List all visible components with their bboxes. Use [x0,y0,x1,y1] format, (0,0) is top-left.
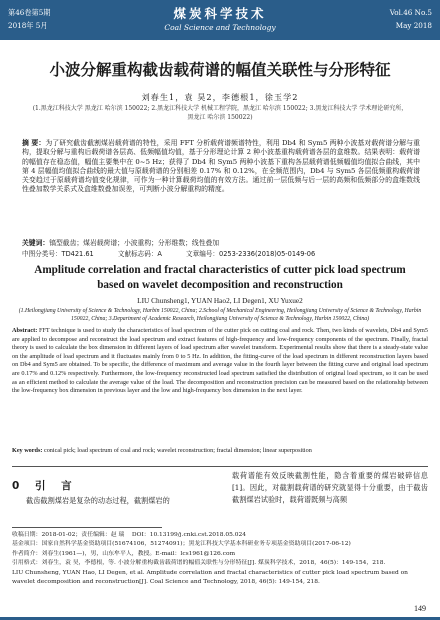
intro-paragraph-right: 载荷谱能有效反映截割性能，隐含着重要的煤岩破碎信息[1]。因此，对截割载荷谱的研究就显得十分重要，由于截齿截割煤岩试验时，载荷谱既频与高频 [232,471,428,504]
article-number: 文章编号：0253-2336(2018)05-0149-06 [186,250,316,258]
keywords-en [12,447,428,456]
footnote-citation-en: LIU Chunsheng, YUAN Hao, LI Degen, et al. Amplitude correlation and fractal characteristics of cutter pick load spectrum based on wavelet decomposition and reconstruction[J]. Coal Science and Technology, 2018, 46(5): 149-154, 218. [12,569,408,586]
journal-header-band [0,0,440,40]
abstract-cn [22,139,420,195]
footnotes [12,531,428,587]
footnote-fund: 基金项目：国家自然科学基金资助项目(51674106，51274091)；黑龙江科技大学基本科研业务专项基金资助项目(2017-06-12) [12,541,351,548]
clc-number: 中图分类号：TD421.61 [22,250,94,258]
paper-title-cn: 小波分解重构截齿载荷谱的幅值关联性与分形特征 [49,61,391,79]
footnote-divider [12,527,162,528]
section-number: 0 [12,480,26,492]
affiliations-en: (1.Heilongjiang University of Science & Technology, Harbin 150022, China; 2.School of Mechanical Engineering, Heilongjiang University of Science & Technology, Harbin 150022, China; 3.Department of Academic Research, Heilongjiang University of Science & Technology, Harbin 150022, China) [18,308,422,322]
journal-name-en: Coal Science and Technology [164,23,276,32]
footnote-doi: DOI：10.13199/j.cnki.cst.2018.05.024 [131,532,246,538]
intro-paragraph-left: 截齿截割煤岩是复杂的动态过程，截割煤岩的 [26,496,170,505]
footnote-citation-cn: 引用格式：刘春生，袁 昊，李德根，等. 小波分解重构截齿载荷谱的幅值关联性与分形特征[J]. 煤炭科学技术，2018，46(5)：149-154，218. [12,560,386,567]
abstract-cn-text: 为了研究截齿截割煤岩载荷谱的特性，采用 FFT 分析载荷谱频谱特性，利用 Db4 和 Sym5 两种小波基对载荷谱分解与重构，提取分解与重构后载荷谱各层高、低频幅值均值，基于分形理论计算 2 种小波基重构载荷谱各层的盒维数。结果表明：载荷谱的幅值存在稳态值，幅值主要集中在 0~5 Hz；获得了 Db4 和 Sym5 两种小波基下重构各层载荷谱低频幅值均值拟合曲线，其中第 4 层幅值均值拟合曲线的最大值与原载荷谱的分别相差 0.17% 和 0.12%，在全频范围内，Db4 与 Sym5 各层低频重构载荷谱关变趋过于原载荷谱均值变化规律，可作为一种计算载荷均值的有效方法。通过前一层低频与后一层的高频和低频部分的盒维数线性叠加数学关系式及盒维数叠加误差，可判断小波分解重构的精度。 [22,139,420,194]
abstract-en-label: Abstract: [12,327,38,334]
journal-name-cn: 煤炭科学技术 [173,6,267,21]
issue-volume-en: Vol.46 No.5 [389,8,432,17]
page-number: 149 [414,604,426,613]
journal-name [0,4,440,32]
section-heading-intro [12,478,78,493]
issue-volume: 第46卷第5期 [8,8,51,17]
classification-row [22,250,420,259]
keywords-en-text: conical pick; load spectrum of coal and rock; wavelet reconstruction; fractal dimension; linear superposition [43,447,312,454]
keywords-cn-text: 镐型截齿；煤岩载荷谱；小波重构；分形维数；线性叠加 [49,239,220,247]
journal-issue-info-en [390,6,432,32]
keywords-en-label: Key words: [12,447,43,454]
abstract-divider [12,466,428,467]
abstract-en-text: FFT technique is used to study the characteristics of load spectrum of the cutter pick on cutting coal and rock. Then, two kinds of wavelets, Db4 and Sym5 are applied to decompose and reconstruct the load spectrum and extract features of high-frequency and low-frequency components of the spectrum. Finally, fractal theory is used to calculate the box dimension in different layers of load spectrum after wavelet transform. Experimental results show that there is a steady-state value on the amplitude of load spectrum and it fluctuates mainly from 0 to 5 Hz. In addition, the fitting-curve of the load spectrum in different reconstruction layers based on Db4 and Sym5 are obtained. To be specific, the difference of maximum and average value in the fourth layer between the fitting curve and original load spectrum are 0.17% and 0.12% respectively. Furthermore, the low-frequency reconstructed load spectrum satisfied the distribution of original load spectrum, so it can be used as an efficient method to calculate the average value of the load. The decomposition and reconstruction precision can be measured based on the relationship between the low-frequency box dimension in previous layer and the low and high-frequency box dimension in the next layer. [12,327,429,395]
keywords-cn-label: 关键词： [22,239,50,247]
abstract-en [12,327,428,396]
footnote-author: 作者简介：刘春生(1961—)，男，山东牟平人，教授。E-mail：lcs1961@126.com [12,550,236,557]
affiliations-cn: (1.黑龙江科技大学 黑龙江 哈尔滨 150022; 2.黑龙江科技大学 机械工程学院，黑龙江 哈尔滨 150022; 3.黑龙江科技大学 学术理论研究所，黑龙江 哈尔滨 150022) [32,105,408,121]
authors-en: LIU Chunsheng1, YUAN Hao2, LI Degen1, XU Yuxue2 [137,296,303,305]
paper-title-en: Amplitude correlation and fractal characteristics of cutter pick load spectrum based on wavelet decomposition and reconstruction [34,264,406,291]
section-title: 引 言 [34,480,78,492]
footnote-received: 收稿日期：2018-01-02；责任编辑：赵 瑞 DOI：10.13199/j.cnki.cst.2018.05.024 [12,532,246,538]
authors-cn: 刘春生1，袁 昊2，李德根1，徐玉学2 [141,92,299,102]
issue-date: 2018年 5月 [8,21,48,30]
abstract-cn-label: 摘 要： [22,139,46,147]
keywords-cn [22,239,420,248]
issue-date-en: May 2018 [395,21,432,30]
document-code: 文献标志码：A [117,250,162,258]
